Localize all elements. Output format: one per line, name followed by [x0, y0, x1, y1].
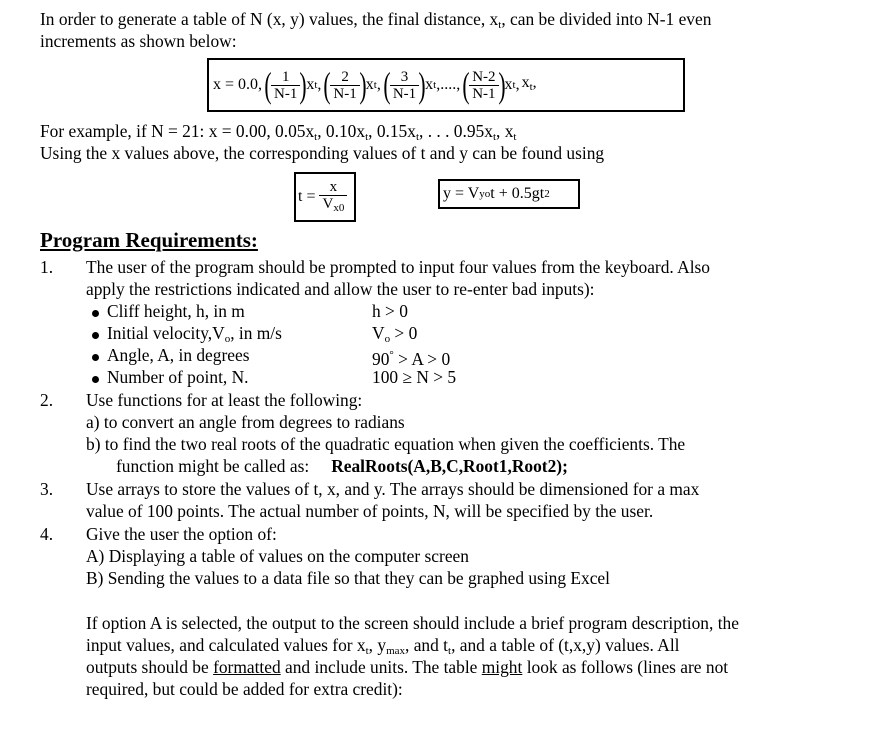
optA-l2d: , and a table of (t,x,y) values. All — [451, 635, 680, 655]
series-term — [463, 67, 519, 103]
example-rest — [314, 121, 516, 141]
example-segment: , . . . 0.95x — [419, 121, 493, 141]
t-equation-box — [294, 172, 356, 222]
optionA-line-3 — [86, 656, 728, 678]
bullet-label-sub: o — [224, 333, 231, 345]
program-requirements-heading: Program Requirements: — [40, 228, 258, 252]
req4-number: 4. — [40, 524, 54, 544]
req1-number: 1. — [40, 257, 54, 277]
term-sep: , — [376, 76, 381, 93]
cond-sup: ° — [389, 349, 394, 361]
term-var: x — [504, 76, 513, 93]
term-num: 3 — [400, 68, 409, 85]
intro-subscript: t — [498, 19, 502, 31]
example-segment: , 0.15x — [368, 121, 416, 141]
series-tail — [522, 72, 537, 98]
term-sub: t — [314, 79, 318, 91]
example-subscript: t — [415, 131, 420, 143]
optA-might: might — [481, 657, 523, 677]
series-tail-sep: , — [532, 74, 537, 91]
bullet-label: Cliff height, h, in m — [107, 301, 245, 321]
cond-var: 90 — [372, 349, 390, 369]
example-subscript: t — [365, 131, 369, 143]
term-num: 2 — [341, 68, 349, 85]
term-sub: t — [373, 79, 377, 91]
t-eq-num: x — [329, 178, 338, 195]
optA-l3a: outputs should be — [86, 657, 214, 677]
req4-line-1: Give the user the option of: — [86, 524, 277, 544]
cond-sub: o — [384, 333, 391, 345]
term-var: x — [365, 76, 374, 93]
optA-l2b: , y — [368, 635, 387, 655]
term-sep: , — [515, 76, 520, 93]
right-paren: ) — [299, 65, 307, 105]
y-eq-sup: 2 — [544, 188, 550, 200]
req2-b2-text: function might be called as: — [116, 456, 310, 476]
term-num: 1 — [281, 68, 290, 85]
intro-text-a: In order to generate a table of N (x, y) values, the final distance, x — [40, 9, 499, 29]
t-eq-den — [319, 195, 347, 216]
bullet-dot — [92, 354, 99, 361]
series-term — [324, 67, 380, 103]
bullet-label: Angle, A, in degrees — [107, 345, 250, 365]
req3-line-2: value of 100 points. The actual number of points, N, will be specified by the user. — [86, 501, 654, 521]
bullet-label: Number of point, N. — [107, 367, 249, 387]
bullet-dot — [92, 332, 99, 339]
req2-b-line-2 — [116, 455, 568, 477]
example-subscript: t — [492, 131, 496, 143]
series-term — [384, 67, 460, 103]
req1-line-2: apply the restrictions indicated and allow the user to re-enter bad inputs): — [86, 279, 595, 299]
req4-a: A) Displaying a table of values on the computer screen — [86, 546, 469, 566]
intro-line-2: increments as shown below: — [40, 31, 237, 51]
optA-sub2: max — [386, 645, 406, 657]
term-den: N-1 — [469, 85, 498, 102]
realroots-signature: RealRoots(A,B,C,Root1,Root2); — [331, 456, 568, 476]
series-tail-sub: t — [529, 81, 533, 93]
intro-text-b: , can be divided into N-1 even — [501, 9, 712, 29]
req2-line-1: Use functions for at least the following: — [86, 390, 363, 410]
optA-l3b: and include units. The table — [280, 657, 482, 677]
series-tail-var: x — [521, 74, 530, 91]
bullet-cliff-height — [92, 300, 245, 322]
example-subscript: t — [513, 131, 517, 143]
bullet-label: Initial velocity,V — [107, 323, 225, 343]
example-line-2: Using the x values above, the corresponding values of t and y can be found using — [40, 143, 605, 163]
bullet-dot — [92, 376, 99, 383]
y-eq-sub: yo — [479, 188, 491, 200]
term-fraction — [469, 69, 498, 102]
req3-line-1: Use arrays to store the values of t, x, and y. The arrays should be dimensioned for a max — [86, 479, 700, 499]
optA-l3c: look as follows (lines are not — [522, 657, 729, 677]
term-fraction — [271, 69, 300, 102]
example-segment: , 0.10x — [317, 121, 366, 141]
t-eq-lhs: t = — [298, 188, 316, 205]
term-fraction — [330, 69, 359, 102]
optA-sub3: t — [448, 645, 452, 657]
left-paren: ( — [462, 65, 470, 105]
req1-line-1: The user of the program should be prompted to input four values from the keyboard. Also — [86, 257, 710, 277]
term-sep: ,...., — [436, 76, 461, 93]
term-sep: , — [317, 76, 322, 93]
optionA-line-1: If option A is selected, the output to the screen should include a brief program description, the — [86, 613, 739, 633]
optA-sub1: t — [365, 645, 369, 657]
term-var: x — [306, 76, 315, 93]
term-den: N-1 — [271, 85, 300, 102]
right-paren: ) — [418, 65, 426, 105]
term-sub: t — [512, 79, 516, 91]
y-eq-a: y = V — [443, 185, 480, 202]
term-fraction — [390, 69, 419, 102]
req4-b: B) Sending the values to a data file so that they can be graphed using Excel — [86, 568, 610, 588]
bullet-angle — [92, 344, 249, 366]
y-equation-box — [438, 179, 580, 209]
optA-l2c: , and t — [405, 635, 448, 655]
t-eq-fraction — [319, 179, 347, 216]
req3-number: 3. — [40, 479, 54, 499]
y-eq-b: t + 0.5gt — [490, 185, 545, 202]
example-text: For example, if N = 21: x = 0.00, 0.05x — [40, 121, 315, 141]
example-subscript: t — [314, 131, 318, 143]
series-lhs: x = 0.0, — [213, 76, 263, 93]
left-paren: ( — [323, 65, 332, 105]
cond-cliff-height: h > 0 — [372, 301, 408, 321]
cond-rest: > 0 — [390, 323, 418, 343]
right-paren: ) — [497, 65, 506, 105]
term-num: N-2 — [472, 68, 496, 85]
optA-formatted: formatted — [213, 657, 281, 677]
cond-var: V — [372, 323, 385, 343]
cond-number-points: 100 ≥ N > 5 — [372, 367, 457, 387]
example-segment: , x — [496, 121, 514, 141]
bullet-number-points — [92, 366, 249, 388]
left-paren: ( — [383, 65, 391, 105]
right-paren: ) — [359, 65, 367, 105]
optA-l2a: input values, and calculated values for x — [86, 635, 366, 655]
optionA-line-4: required, but could be added for extra credit): — [86, 679, 403, 699]
req2-b-line-1: b) to find the two real roots of the quadratic equation when given the coefficients. The — [86, 434, 686, 454]
cond-rest: > A > 0 — [393, 349, 451, 369]
t-eq-den-sub: x0 — [333, 201, 345, 214]
series-terms — [262, 67, 520, 103]
bullet-label-rest: , in m/s — [230, 323, 282, 343]
term-sub: t — [433, 79, 437, 91]
bullet-dot — [92, 310, 99, 317]
series-term — [265, 67, 321, 103]
t-eq-den-var: V — [322, 195, 334, 212]
left-paren: ( — [264, 65, 272, 105]
term-den: N-1 — [390, 85, 419, 102]
series-formula-box — [207, 58, 685, 112]
req2-number: 2. — [40, 390, 54, 410]
term-var: x — [425, 76, 434, 93]
term-den: N-1 — [330, 85, 359, 102]
req2-a: a) to convert an angle from degrees to radians — [86, 412, 405, 432]
